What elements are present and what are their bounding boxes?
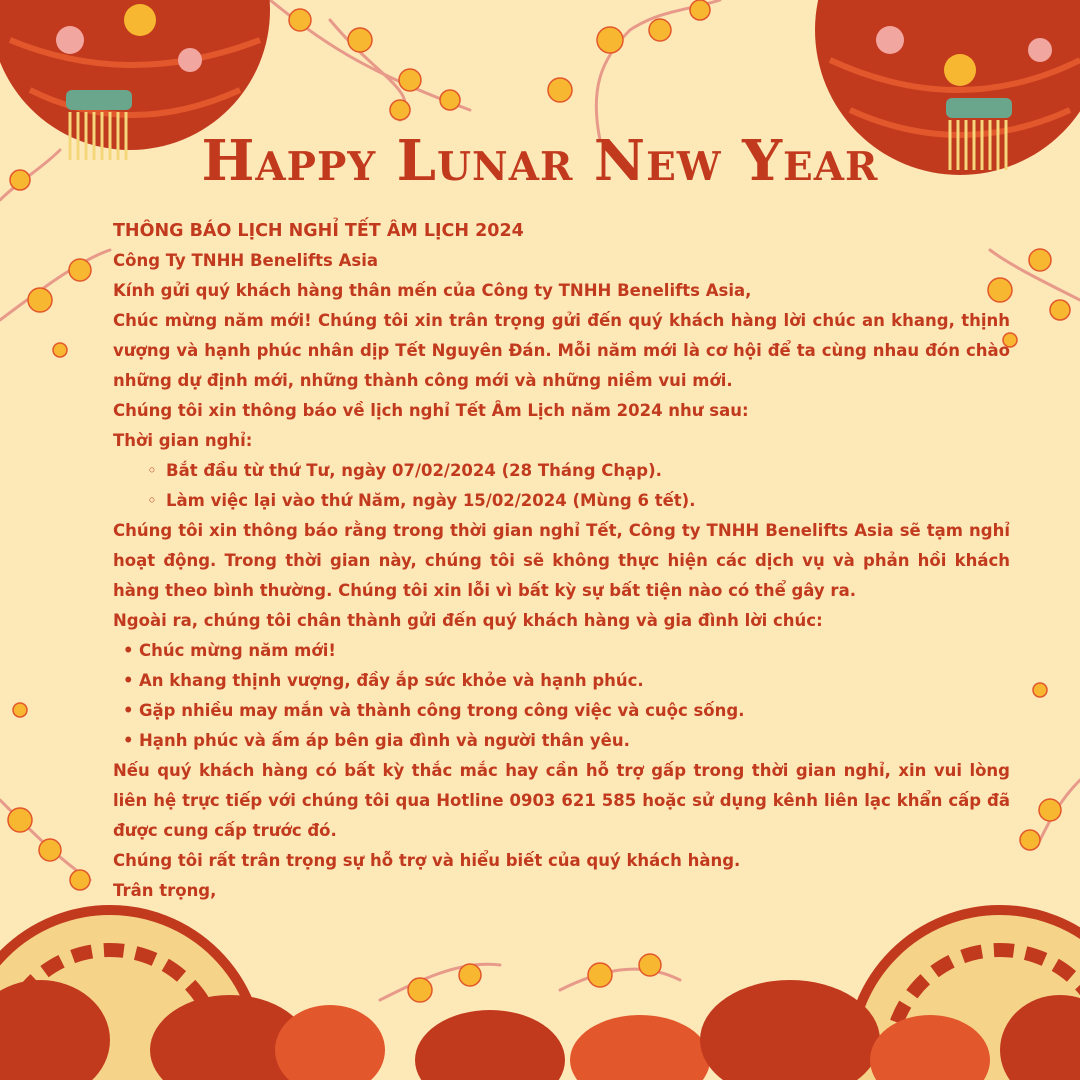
list-item: • Chúc mừng năm mới! [113,636,1010,666]
wishes-lead: Ngoài ra, chúng tôi chân thành gửi đến quý khách hàng và gia đình lời chúc: [113,611,823,630]
company-name: Công Ty TNHH Benelifts Asia [113,251,378,270]
wishes-list [113,636,1010,756]
contact-info: Nếu quý khách hàng có bất kỳ thắc mắc hay cần hỗ trợ gấp trong thời gian nghỉ, xin vui lòng liên hệ trực tiếp với chúng tôi qua Hotline 0903 621 585 hoặc sử dụng kênh liên lạc khẩn cấp đã được cung cấp trước đó. [113,761,1010,840]
closure-note: Chúng tôi xin thông báo rằng trong thời gian nghỉ Tết, Công ty TNHH Benelifts Asia sẽ tạm nghỉ hoạt động. Trong thời gian này, chúng tôi sẽ không thực hiện các dịch vụ và phản hồi khách hàng theo bình thường. Chúng tôi xin lỗi vì bất kỳ sự bất tiện nào có thể gây ra. [113,521,1010,600]
wishes-intro: Chúc mừng năm mới! Chúng tôi xin trân trọng gửi đến quý khách hàng lời chúc an khang, thịnh vượng và hạnh phúc nhân dịp Tết Nguyên Đán. Mỗi năm mới là cơ hội để ta cùng nhau đón chào những dự định mới, những thành công mới và những niềm vui mới. [113,311,1010,390]
headline: Happy Lunar New Year [201,128,879,194]
sign-off: Trân trọng, [113,881,217,900]
schedule-list [113,456,1010,516]
notice-body [113,216,1010,906]
list-item: ◦ Làm việc lại vào thứ Năm, ngày 15/02/2024 (Mùng 6 tết). [113,486,1010,516]
schedule-intro: Chúng tôi xin thông báo về lịch nghỉ Tết Âm Lịch năm 2024 như sau: [113,401,749,420]
notice-title: THÔNG BÁO LỊCH NGHỈ TẾT ÂM LỊCH 2024 [113,221,524,241]
time-label: Thời gian nghỉ: [113,431,253,450]
list-item: • An khang thịnh vượng, đầy ắp sức khỏe và hạnh phúc. [113,666,1010,696]
list-item: • Gặp nhiều may mắn và thành công trong công việc và cuộc sống. [113,696,1010,726]
greeting: Kính gửi quý khách hàng thân mến của Công ty TNHH Benelifts Asia, [113,281,752,300]
thanks-line: Chúng tôi rất trân trọng sự hỗ trợ và hiểu biết của quý khách hàng. [113,851,741,870]
list-item: • Hạnh phúc và ấm áp bên gia đình và người thân yêu. [113,726,1010,756]
list-item: ◦ Bắt đầu từ thứ Tư, ngày 07/02/2024 (28 Tháng Chạp). [113,456,1010,486]
